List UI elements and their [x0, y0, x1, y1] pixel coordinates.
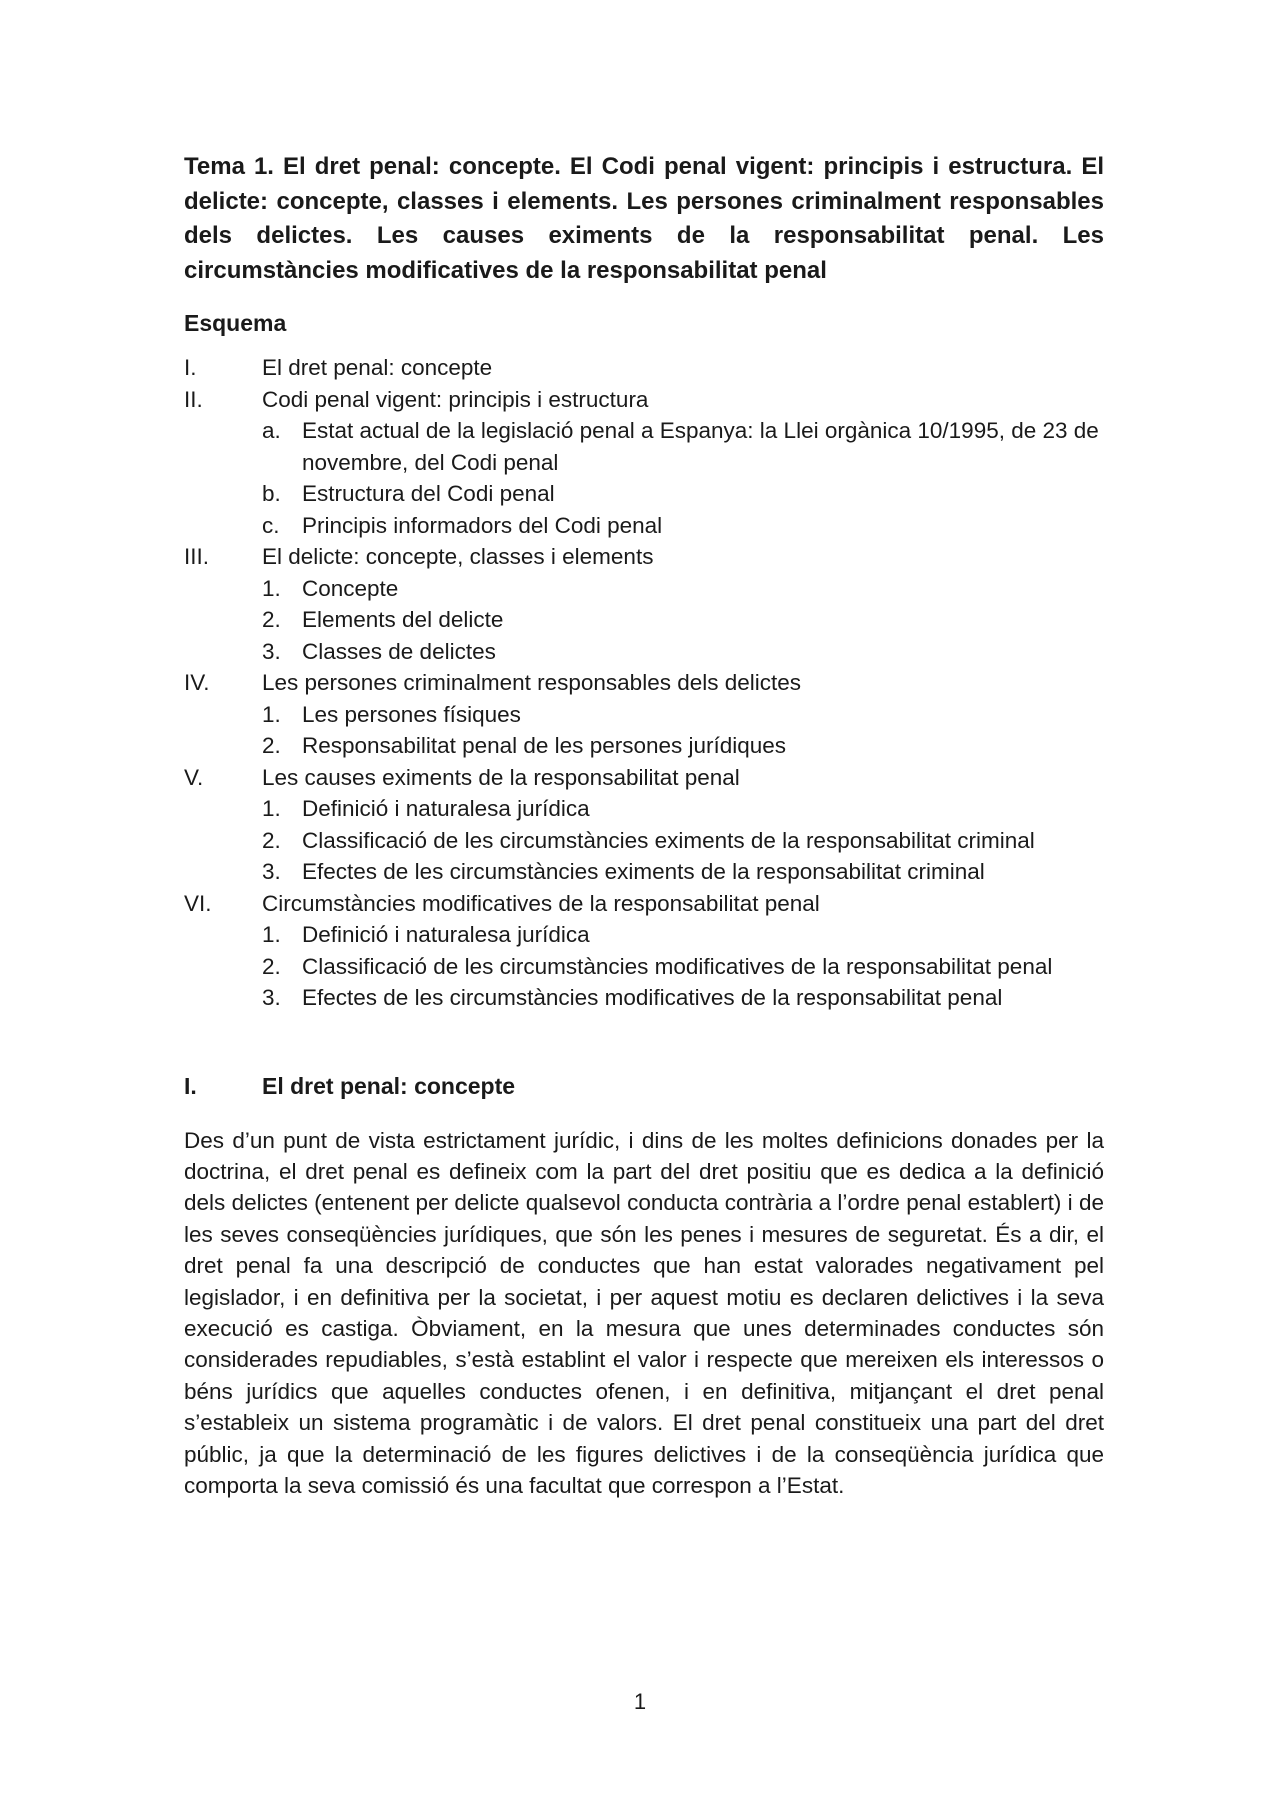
outline-subitem-number: a.	[262, 418, 281, 443]
outline-subitem-label: Definició i naturalesa jurídica	[302, 796, 590, 821]
scheme-heading: Esquema	[184, 310, 287, 336]
outline-subitem	[184, 793, 1104, 825]
section-number: I.	[184, 1072, 197, 1099]
outline-item-label: Circumstàncies modificatives de la responsabilitat penal	[262, 890, 820, 916]
outline-subitem	[184, 636, 1104, 668]
outline-item	[184, 541, 1104, 573]
outline-subitem-label: Definició i naturalesa jurídica	[302, 922, 590, 947]
outline-subitem-label: Responsabilitat penal de les persones jurídiques	[302, 733, 787, 758]
outline-item-number: VI.	[184, 890, 212, 916]
body-paragraph: Des d’un punt de vista estrictament jurídic, i dins de les moltes definicions donades per la doctrina, el dret penal es defineix com la part del dret positiu que es dedica a la definició dels delictes (entenent per delicte qualsevol conducta contrària a l’ordre penal establert) i de les seves conseqüències jurídiques, que són les penes i mesures de seguretat. És a dir, el dret penal fa una descripció de conductes que han estat valorades negativament pel legislador, i en definitiva per la societat, i per aquest motiu es declaren delictives i la seva execució es castiga. Òbviament, en la mesura que unes determinades conductes són considerades repudiables, s’està establint el valor i respecte que mereixen els interessos o béns jurídics que aquelles conductes ofenen, i en definitiva, mitjançant el dret penal s’estableix un sistema programàtic i de valors. El dret penal constitueix una part del dret públic, ja que la determinació de les figures delictives i de la conseqüència jurídica que comporta la seva comissió és una facultat que correspon a l’Estat.	[184, 1127, 1104, 1498]
section-heading	[184, 1071, 1104, 1101]
outline-subitem-number: b.	[262, 481, 281, 506]
outline-subitem	[184, 478, 1104, 510]
section-title: El dret penal: concepte	[262, 1072, 516, 1099]
outline-item	[184, 384, 1104, 416]
outline-subitem	[184, 951, 1104, 983]
outline-subitem-label: Classificació de les circumstàncies modificatives de la responsabilitat penal	[302, 953, 1053, 979]
outline-subitem	[184, 825, 1104, 857]
page-content	[184, 150, 1104, 1501]
outline-subitem-label: Efectes de les circumstàncies eximents de la responsabilitat criminal	[302, 859, 985, 884]
outline-subitem-label: Concepte	[302, 575, 399, 601]
outline-subitem-number: 2.	[262, 733, 281, 758]
outline-subitem-number: c.	[262, 512, 280, 538]
outline-subitem-label: Classificació de les circumstàncies eximents de la responsabilitat criminal	[302, 827, 1035, 853]
outline-item-number: V.	[184, 764, 204, 790]
outline-subitem-number: 1.	[262, 575, 281, 601]
outline-item-number: I.	[184, 355, 197, 380]
outline-subitem	[184, 730, 1104, 762]
outline-subitem	[184, 699, 1104, 731]
outline-item-number: III.	[184, 544, 210, 569]
outline-subitem-label: Elements del delicte	[302, 607, 504, 632]
outline-subitem-label: Principis informadors del Codi penal	[302, 512, 663, 538]
outline-item-number: IV.	[184, 670, 210, 695]
outline-subitem-number: 3.	[262, 985, 281, 1010]
outline-item	[184, 762, 1104, 794]
outline-subitem-label: Efectes de les circumstàncies modificatives de la responsabilitat penal	[302, 985, 1003, 1010]
outline-subitem	[184, 573, 1104, 605]
outline-subitem	[184, 415, 1104, 478]
outline-subitem-number: 1.	[262, 701, 281, 727]
outline-subitem-number: 2.	[262, 953, 281, 979]
outline-item-label: Codi penal vigent: principis i estructura	[262, 386, 649, 412]
outline-subitem-number: 1.	[262, 796, 281, 821]
outline-item-number: II.	[184, 386, 203, 412]
outline-subitem-number: 2.	[262, 607, 281, 632]
outline-subitem-label: Estat actual de la legislació penal a Espanya: la Llei orgànica 10/1995, de 23 de novembre, del Codi penal	[302, 418, 1099, 475]
outline-item-label: Les persones criminalment responsables dels delictes	[262, 670, 802, 695]
page-number: 1	[633, 1689, 647, 1714]
outline-subitem	[184, 604, 1104, 636]
outline-subitem-number: 3.	[262, 638, 281, 664]
outline-subitem-number: 1.	[262, 922, 281, 947]
outline-subitem-label: Les persones físiques	[302, 701, 521, 727]
outline-item-label: El dret penal: concepte	[262, 355, 493, 380]
outline-item	[184, 888, 1104, 920]
outline-list	[184, 352, 1104, 1014]
outline-item-label: Les causes eximents de la responsabilitat penal	[262, 764, 740, 790]
outline-subitem-number: 2.	[262, 827, 281, 853]
outline-item	[184, 667, 1104, 699]
outline-subitem	[184, 919, 1104, 951]
outline-subitem	[184, 856, 1104, 888]
outline-subitem-label: Estructura del Codi penal	[302, 481, 555, 506]
outline-subitem-label: Classes de delictes	[302, 638, 496, 664]
outline-item-label: El delicte: concepte, classes i elements	[262, 544, 654, 569]
outline-subitem	[184, 510, 1104, 542]
outline-item	[184, 352, 1104, 384]
outline-subitem-number: 3.	[262, 859, 281, 884]
document-title: Tema 1. El dret penal: concepte. El Codi penal vigent: principis i estructura. El delicte: concepte, classes i elements. Les persones criminalment responsables dels delictes. Les causes eximents de la responsabilitat penal. Les circumstàncies modificatives de la responsabilitat penal	[184, 153, 1104, 284]
outline-subitem	[184, 982, 1104, 1014]
